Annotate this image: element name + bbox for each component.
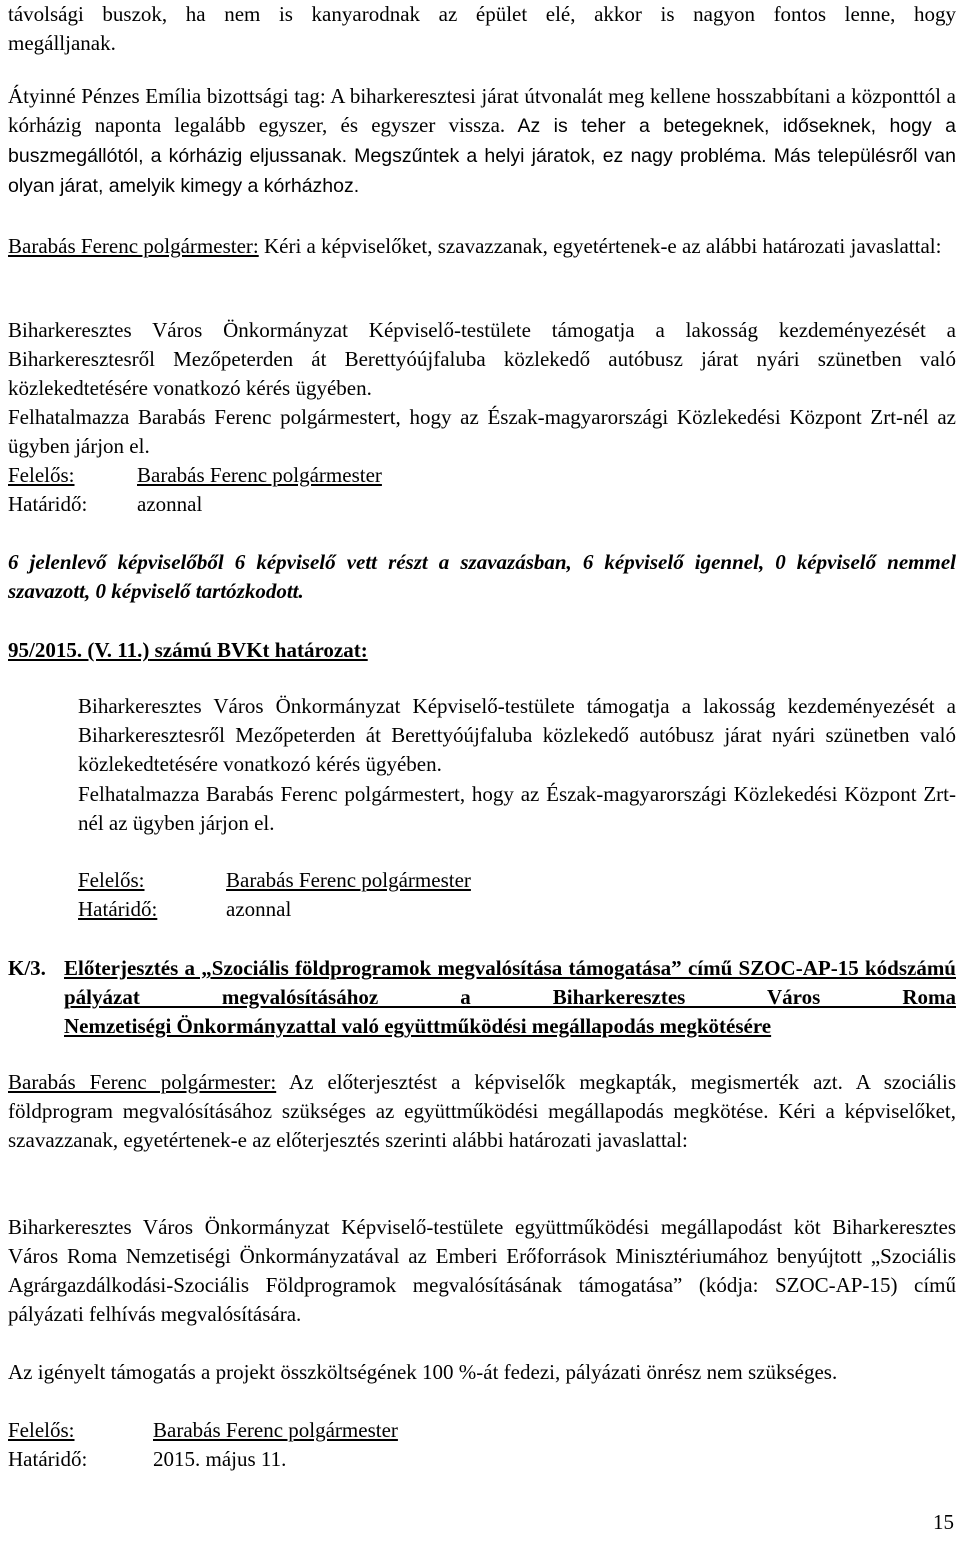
resolution-authorization: Felhatalmazza Barabás Ferenc polgármestert, hogy az Észak-magyarországi Közlekedési Központ Zrt-nél az ügyben járjon el. xyxy=(78,782,956,835)
proposal-paragraph-2: Biharkeresztes Város Önkormányzat Képviselő-testülete együttműködési megállapodást köt Biharkeresztes Város Roma Nemzetiségi Önkormányzatával az Emberi Erőforrások Minisztériumához benyújtott „Szociális Agrárgazdálkodási-Szociális Földprogramok megvalósításának támogatása” (kódja: SZOC-AP-15) című pályázati felhívás megvalósítására. xyxy=(8,1215,956,1326)
statement-text-sans: Az is teher a betegeknek, időseknek, hogy a buszmegállótól, a kórházig eljussanak. Megszűntek a helyi járatok, ez nagy probléma. Más településről van olyan járat, amelyik kimegy a kórházhoz. xyxy=(8,115,956,197)
resolution-title xyxy=(8,636,368,665)
resolution-paragraph: Biharkeresztes Város Önkormányzat Képviselő-testülete támogatja a lakosság kezdeményezését a Biharkeresztesről Mezőpeterden át Berettyóújfaluba közlekedő autóbusz járat nyári szünetben való közlekedtetésére vonatkozó kérés ügyében. xyxy=(78,694,956,776)
deadline-value: azonnal xyxy=(226,897,292,921)
mayor-paragraph-1 xyxy=(8,232,956,261)
proposal-authorization-1: Felhatalmazza Barabás Ferenc polgármestert, hogy az Észak-magyarországi Közlekedési Központ Zrt-nél az ügyben járjon el. xyxy=(8,405,956,458)
intro-line-2: megálljanak. xyxy=(8,31,116,55)
responsible-value: Barabás Ferenc polgármester xyxy=(226,868,471,892)
speaker-name: Barabás Ferenc polgármester: xyxy=(8,234,259,258)
proposal-funding-2: Az igényelt támogatás a projekt összköltségének 100 %-át fedezi, pályázati önrész nem szükséges. xyxy=(8,1360,838,1384)
agenda-item-heading xyxy=(8,954,956,1044)
intro-line-1: távolsági buszok, ha nem is kanyarodnak az épület elé, akkor is nagyon fontos lenne, hogy xyxy=(8,2,956,26)
speaker-name: Átyinné Pénzes Emília bizottsági tag: xyxy=(8,84,326,108)
resolution-number: 95/2015. (V. 11.) xyxy=(8,638,150,662)
agenda-item-title xyxy=(64,954,956,1041)
vote-result: 6 jelenlevő képviselőből 6 képviselő vett részt a szavazásban, 6 képviselő igennel, 0 képviselő nemmel szavazott, 0 képviselő tartózkodott. xyxy=(8,550,956,603)
page-number: 15 xyxy=(933,1510,954,1534)
statement-text: Az előterjesztést a képviselők megkapták, megismerték azt. A szociális földprogram megvalósításához szükséges az együttműködési megállapodás megkötése. Kéri a képviselőket, szavazzanak, egyetértenek-e az előterjesztés szerinti alábbi határozati javaslattal: xyxy=(8,1070,957,1152)
statement-text: Kéri a képviselőket, szavazzanak, egyetértenek-e az alábbi határozati javaslattal: xyxy=(258,234,942,258)
responsible-value: Barabás Ferenc polgármester xyxy=(153,1418,398,1442)
intro-paragraph xyxy=(8,0,956,58)
deadline-value: 2015. május 11. xyxy=(153,1447,287,1471)
responsible-label: Felelős: xyxy=(8,1418,75,1442)
resolution-title-text: számú BVKt határozat: xyxy=(149,638,368,662)
deadline-label: Határidő: xyxy=(78,897,158,921)
agenda-item-number: K/3. xyxy=(8,956,46,980)
agenda-item-title-part-1: Előterjesztés a „Szociális földprogramok megvalósítása támogatása” című SZOC-AP-15 kódszámú pályázat megvalósításához a Biharkeresztes Város Roma xyxy=(64,956,956,1009)
proposal-paragraph-1: Biharkeresztes Város Önkormányzat Képviselő-testülete támogatja a lakosság kezdeményezését a Biharkeresztesről Mezőpeterden át Berettyóújfaluba közlekedő autóbusz járat nyári szünetben való közlekedtetésére vonatkozó kérés ügyében. xyxy=(8,318,956,400)
atyinne-paragraph xyxy=(8,82,956,201)
mayor-paragraph-2 xyxy=(8,1068,956,1155)
deadline-label: Határidő: xyxy=(8,1447,88,1471)
deadline-label: Határidő: xyxy=(8,492,88,516)
responsible-label: Felelős: xyxy=(8,463,75,487)
responsible-label: Felelős: xyxy=(78,868,145,892)
deadline-value: azonnal xyxy=(137,492,203,516)
speaker-name: Barabás Ferenc polgármester: xyxy=(8,1070,277,1094)
responsible-value: Barabás Ferenc polgármester xyxy=(137,463,382,487)
statement-text: A biharkeresztesi járat útvonalát meg kellene hosszabbítani a központtól a kórházig naponta legalább egyszer, és egyszer vissza. xyxy=(8,84,956,137)
agenda-item-title-part-2: Nemzetiségi Önkormányzattal való együttműködési megállapodás megkötésére xyxy=(64,1014,772,1038)
